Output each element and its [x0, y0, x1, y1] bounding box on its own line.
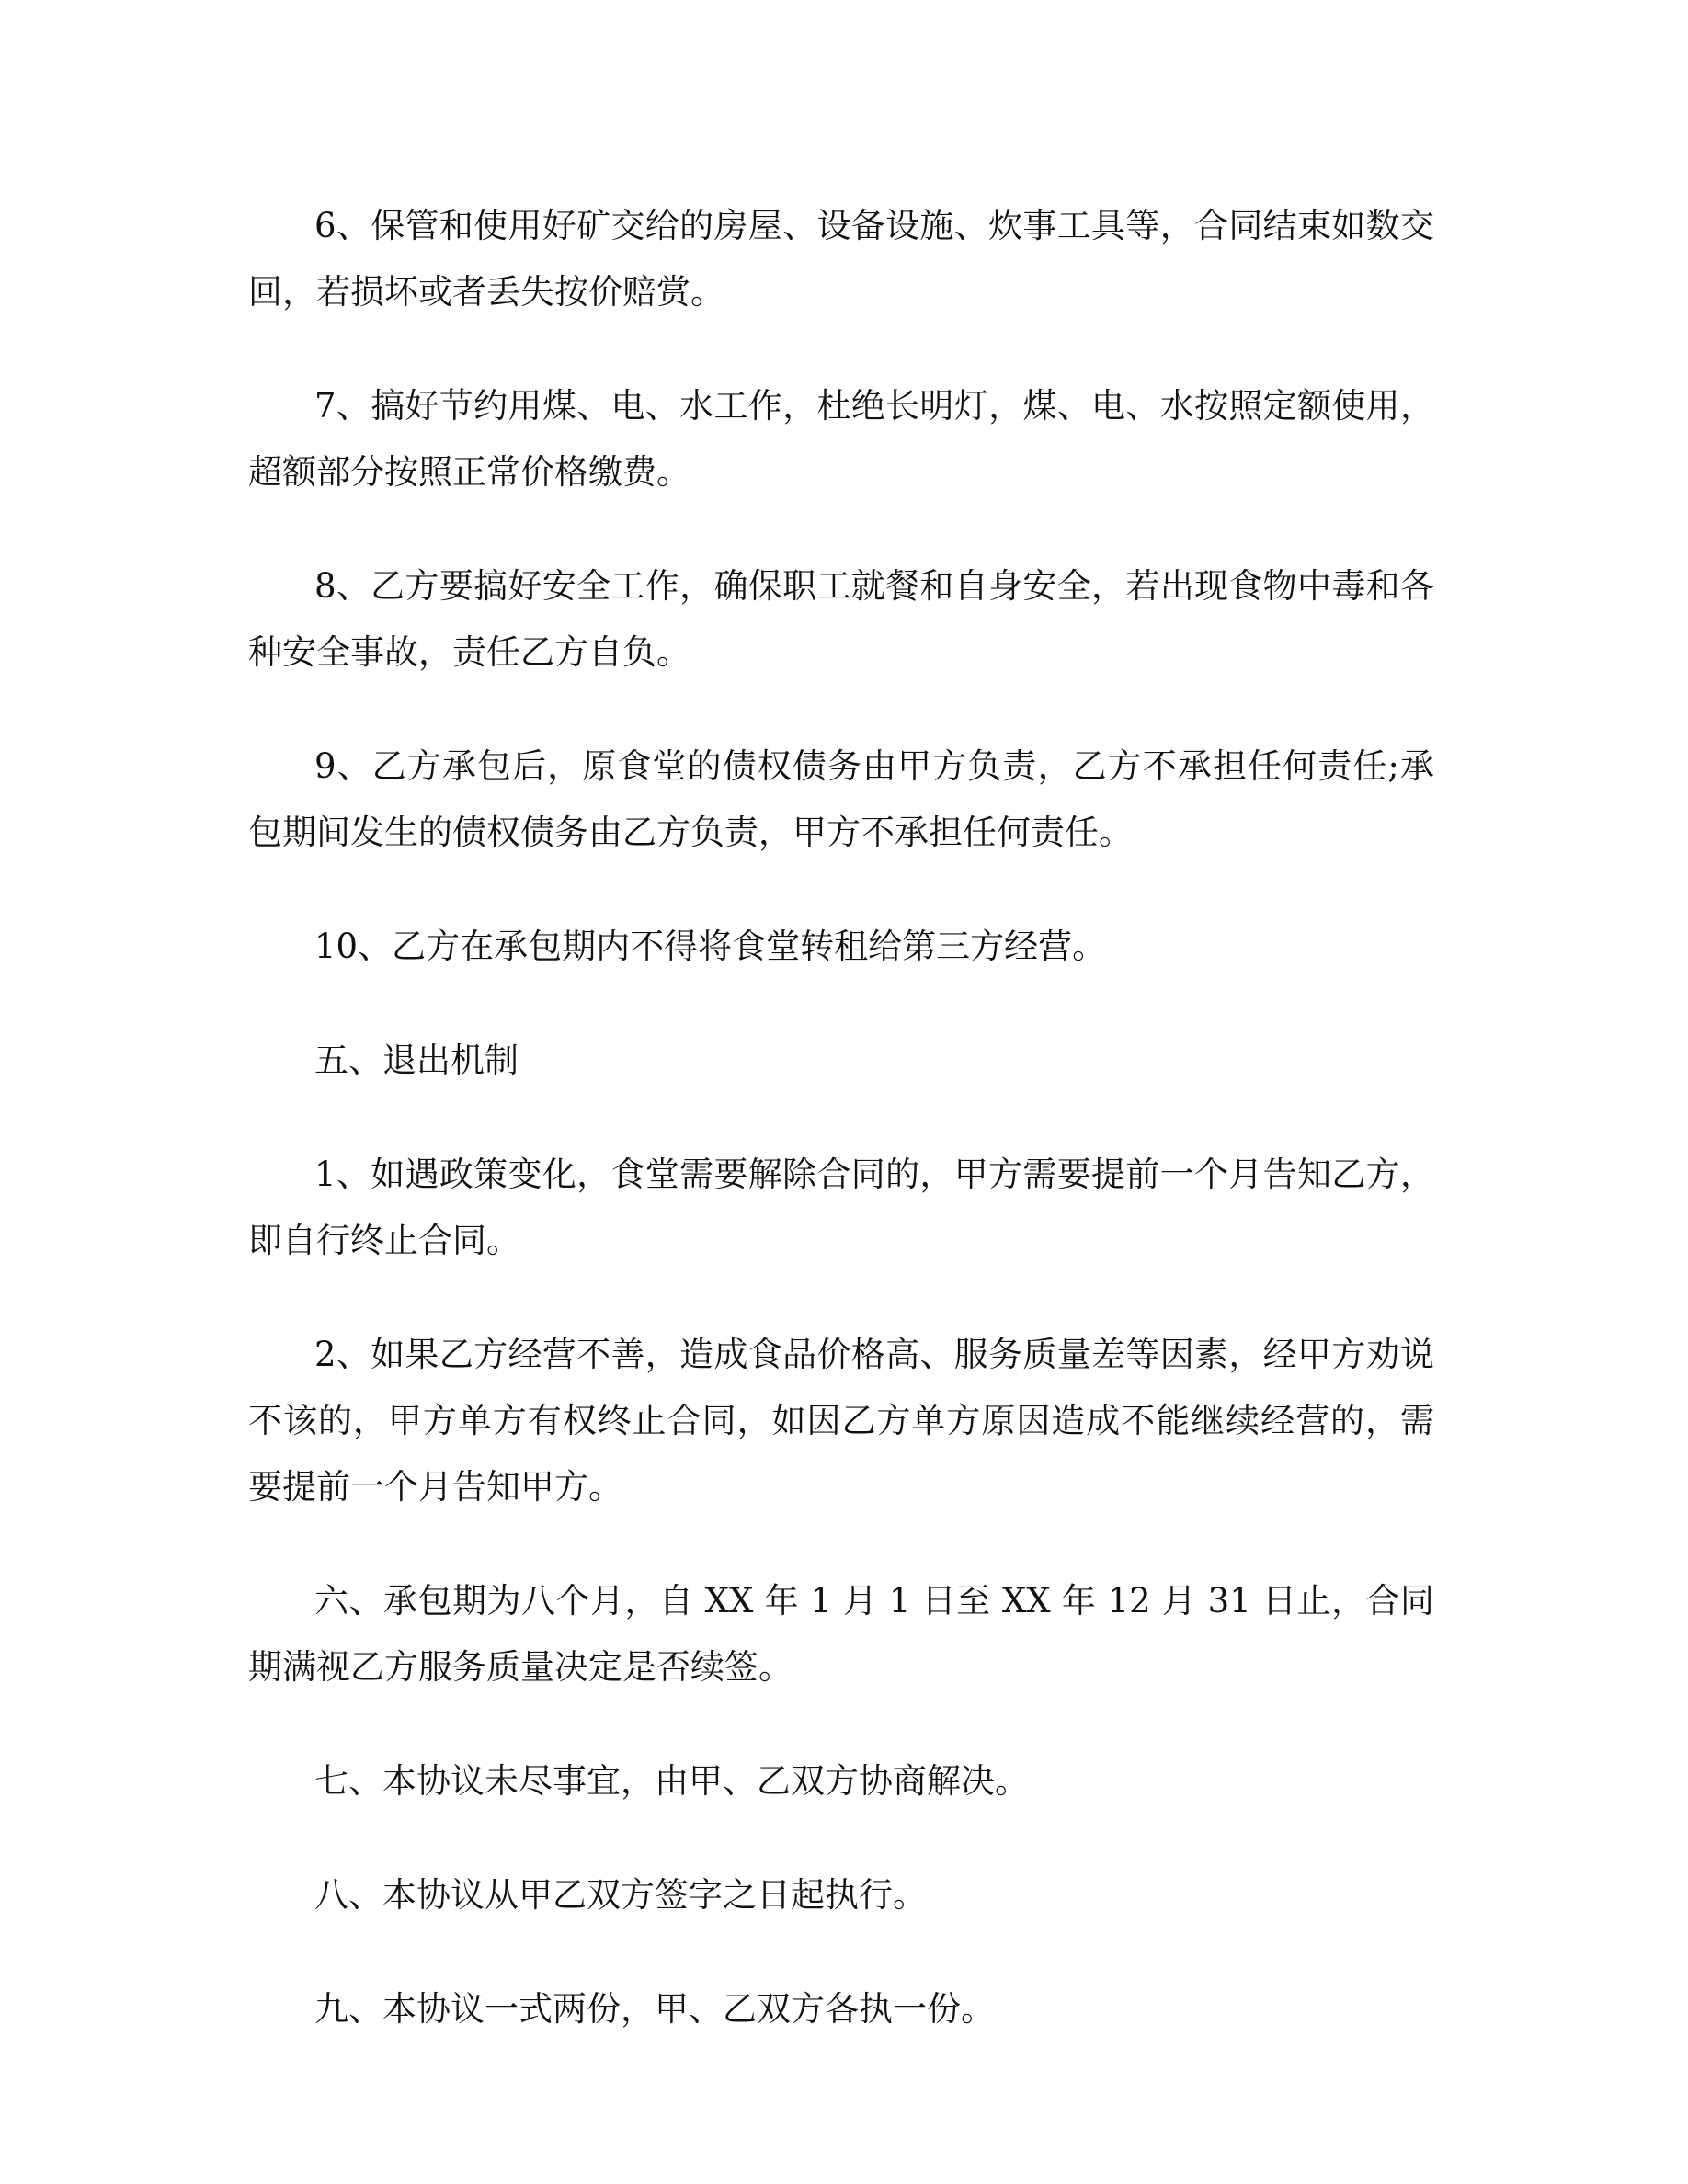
paragraph-copies: 九、本协议一式两份，甲、乙双方各执一份。: [314, 1989, 995, 2029]
paragraph-item-9: 9、乙方承包后，原食堂的债权债务由甲方负责，乙方不承担任何责任;承包期间发生的债权债务由乙方负责，甲方不承担任何责任。: [248, 746, 1434, 852]
paragraph-item-10: 10、乙方在承包期内不得将食堂转租给第三方经营。: [314, 927, 1107, 966]
paragraph-unresolved-matters: 七、本协议未尽事宜，由甲、乙双方协商解决。: [314, 1761, 1029, 1801]
paragraph-contract-term: 六、承包期为八个月，自 XX 年 1 月 1 日至 XX 年 12 月 31 日止，合同期满视乙方服务质量决定是否续签。: [248, 1581, 1434, 1687]
document-body: [248, 193, 1434, 2090]
paragraph-exit-item-2: 2、如果乙方经营不善，造成食品价格高、服务质量差等因素，经甲方劝说不该的，甲方单方有权终止合同，如因乙方单方原因造成不能继续经营的，需要提前一个月告知甲方。: [248, 1335, 1434, 1507]
paragraph-exit-item-1: 1、如遇政策变化，食堂需要解除合同的，甲方需要提前一个月告知乙方，即自行终止合同。: [248, 1155, 1434, 1260]
section-heading-exit-mechanism: 五、退出机制: [314, 1041, 519, 1080]
paragraph-effective-date: 八、本协议从甲乙双方签字之日起执行。: [314, 1875, 927, 1915]
paragraph-item-6: 6、保管和使用好矿交给的房屋、设备设施、炊事工具等，合同结束如数交回，若损坏或者丢失按价赔赏。: [248, 206, 1434, 312]
paragraph-item-7: 7、搞好节约用煤、电、水工作，杜绝长明灯，煤、电、水按照定额使用，超额部分按照正常价格缴费。: [248, 386, 1434, 492]
paragraph-item-8: 8、乙方要搞好安全工作，确保职工就餐和自身安全，若出现食物中毒和各种安全事故，责任乙方自负。: [248, 566, 1434, 672]
